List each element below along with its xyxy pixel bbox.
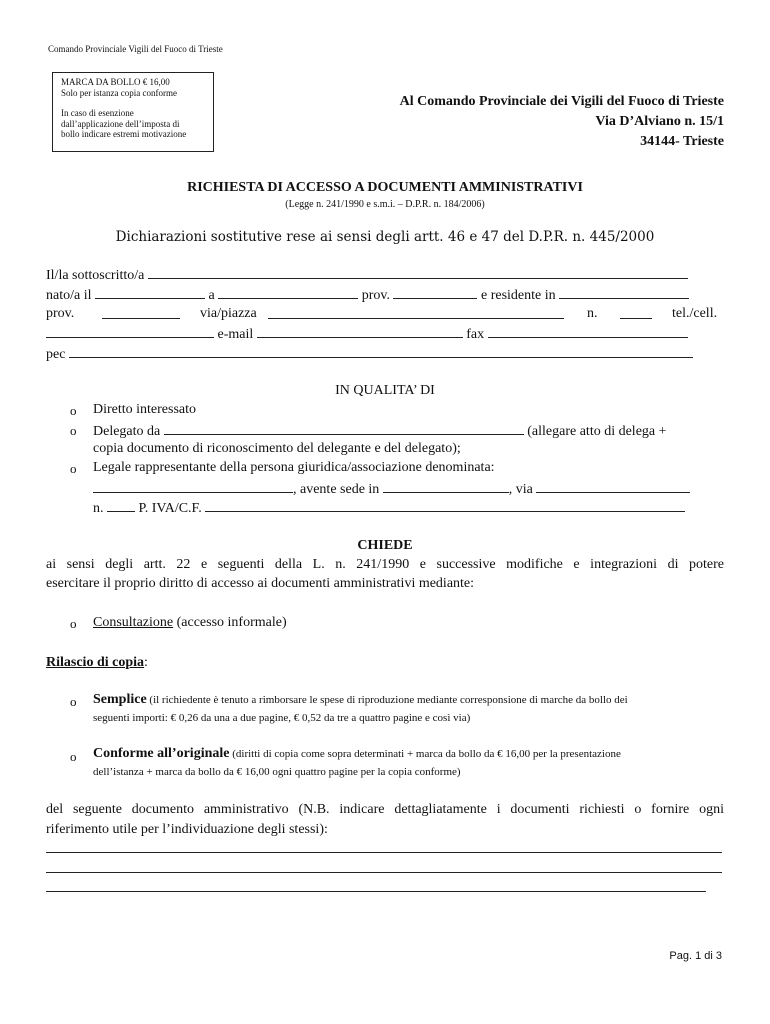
chiede-heading: CHIEDE bbox=[357, 538, 413, 553]
consultazione-option bbox=[93, 615, 287, 631]
sede-via-field[interactable] bbox=[536, 480, 690, 493]
conforme-radio[interactable]: o bbox=[70, 749, 77, 764]
page-number: Pag. 1 di 3 bbox=[669, 950, 722, 962]
sede-n-field[interactable] bbox=[107, 499, 135, 512]
rilascio-colon: : bbox=[144, 655, 148, 670]
consultazione-radio[interactable]: o bbox=[70, 616, 77, 631]
res-prov-field[interactable] bbox=[102, 306, 180, 319]
pec-label: pec bbox=[46, 347, 66, 362]
chiede-line-2: esercitare il proprio diritto di accesso ai documenti amministrativi mediante: bbox=[46, 576, 475, 591]
declaration-line: Dichiarazioni sostitutive rese ai sensi degli artt. 46 e 47 del D.P.R. n. 445/2000 bbox=[115, 229, 655, 245]
denominazione-field[interactable] bbox=[93, 480, 293, 493]
qualita-heading: IN QUALITA’ DI bbox=[335, 383, 435, 398]
email-field[interactable] bbox=[257, 325, 463, 338]
applicant-row-5 bbox=[46, 345, 693, 363]
sede-label: , avente sede in bbox=[293, 482, 380, 497]
option-radio-1[interactable]: o bbox=[70, 403, 77, 418]
civic-number-field[interactable] bbox=[620, 306, 652, 319]
piva-field[interactable] bbox=[205, 499, 685, 512]
stamp-line-5: bollo indicare estremi motivazione bbox=[61, 129, 187, 139]
option-radio-3[interactable]: o bbox=[70, 461, 77, 476]
option-delegato bbox=[93, 422, 667, 440]
fax-field[interactable] bbox=[488, 325, 688, 338]
email-label: e-mail bbox=[217, 327, 254, 342]
semplice-note-1: (il richiedente è tenuto a rimborsare le spese di riproduzione mediante corresponsione di marche da bollo dei bbox=[146, 694, 628, 706]
stamp-line-4: dall’applicazione dell’imposta di bbox=[61, 118, 180, 129]
documento-field-2[interactable] bbox=[46, 872, 722, 873]
semplice-note-2: seguenti importi: € 0,26 da una a due pagine, € 0,52 da tre a quattro pagine e così via) bbox=[93, 712, 471, 724]
sede-field[interactable] bbox=[383, 480, 509, 493]
recipient-line-2: Via D’Alviano n. 15/1 bbox=[595, 114, 724, 129]
stamp-line-2: Solo per istanza copia conforme bbox=[61, 87, 177, 98]
option-diretto: Diretto interessato bbox=[93, 402, 197, 417]
tel-field[interactable] bbox=[46, 325, 214, 338]
pec-field[interactable] bbox=[69, 345, 693, 358]
fax-label: fax bbox=[466, 327, 485, 342]
applicant-row-4 bbox=[46, 325, 688, 343]
applicant-row-2 bbox=[46, 286, 689, 304]
rilascio-heading bbox=[46, 655, 148, 671]
document-title: RICHIESTA DI ACCESSO A DOCUMENTI AMMINISTRATIVI bbox=[187, 180, 583, 195]
via-label: via/piazza bbox=[200, 306, 257, 321]
residence-field[interactable] bbox=[559, 286, 689, 299]
consultazione-note: (accesso informale) bbox=[173, 615, 287, 630]
legale-row-3 bbox=[93, 499, 685, 517]
birth-date-field[interactable] bbox=[95, 286, 205, 299]
a-label: a bbox=[208, 288, 215, 303]
semplice-radio[interactable]: o bbox=[70, 694, 77, 709]
prov2-label: prov. bbox=[46, 306, 75, 321]
documento-field-3[interactable] bbox=[46, 891, 706, 892]
delegato-note: (allegare atto di delega + bbox=[527, 424, 667, 439]
rilascio-label: Rilascio di copia bbox=[46, 655, 145, 670]
legale-row-2 bbox=[93, 480, 690, 498]
conforme-note-2: dell’istanza + marca da bollo da € 16,00 ogni quattro pagine per la copia conforme) bbox=[93, 766, 461, 778]
n-label-2: n. bbox=[93, 501, 104, 516]
documento-field-1[interactable] bbox=[46, 852, 722, 853]
tel-label: tel./cell. bbox=[672, 306, 718, 321]
option-legale: Legale rappresentante della persona giuridica/associazione denominata: bbox=[93, 460, 495, 475]
piva-label: P. IVA/C.F. bbox=[138, 501, 202, 516]
stamp-line-1: MARCA DA BOLLO € 16,00 bbox=[61, 77, 170, 87]
documento-line-1: del seguente documento amministrativo (N.B. indicare dettagliatamente i documenti richiesti o fornire ogni bbox=[46, 802, 724, 817]
sottoscritto-field[interactable] bbox=[148, 266, 688, 279]
consultazione-label: Consultazione bbox=[93, 615, 174, 630]
document-subtitle: (Legge n. 241/1990 e s.m.i. – D.P.R. n. 184/2006) bbox=[285, 199, 485, 210]
birth-place-field[interactable] bbox=[218, 286, 358, 299]
applicant-row-1 bbox=[46, 266, 688, 284]
delegato-note-2: copia documento di riconoscimento del delegante e del delegato); bbox=[93, 441, 461, 456]
n-label: n. bbox=[587, 306, 598, 321]
conforme-option bbox=[93, 746, 621, 762]
documento-line-2: riferimento utile per l’individuazione degli stessi): bbox=[46, 822, 328, 837]
sottoscritto-label: Il/la sottoscritto/a bbox=[46, 268, 145, 283]
chiede-line-1: ai sensi degli artt. 22 e seguenti della L. n. 241/1990 e successive modifiche e integrazioni di potere bbox=[46, 557, 724, 572]
birth-prov-field[interactable] bbox=[393, 286, 477, 299]
option-radio-2[interactable]: o bbox=[70, 423, 77, 438]
nato-label: nato/a il bbox=[46, 288, 92, 303]
recipient-block bbox=[400, 92, 724, 152]
residente-label: e residente in bbox=[480, 288, 556, 303]
running-header: Comando Provinciale Vigili del Fuoco di Trieste bbox=[48, 44, 223, 54]
prov-label: prov. bbox=[361, 288, 390, 303]
stamp-line-3: In caso di esenzione bbox=[61, 108, 134, 118]
conforme-label: Conforme all’originale bbox=[93, 746, 230, 761]
semplice-label: Semplice bbox=[93, 692, 147, 707]
recipient-line-1: Al Comando Provinciale dei Vigili del Fuoco di Trieste bbox=[399, 94, 724, 109]
via-label-2: , via bbox=[508, 482, 533, 497]
semplice-option bbox=[93, 692, 628, 708]
stamp-box bbox=[52, 72, 214, 152]
delegato-label: Delegato da bbox=[93, 424, 161, 439]
recipient-line-3: 34144- Trieste bbox=[640, 134, 724, 149]
via-field[interactable] bbox=[268, 306, 564, 319]
conforme-note-1: (diritti di copia come sopra determinati + marca da bollo da € 16,00 per la presentazione bbox=[229, 748, 621, 760]
delegante-field[interactable] bbox=[164, 422, 524, 435]
